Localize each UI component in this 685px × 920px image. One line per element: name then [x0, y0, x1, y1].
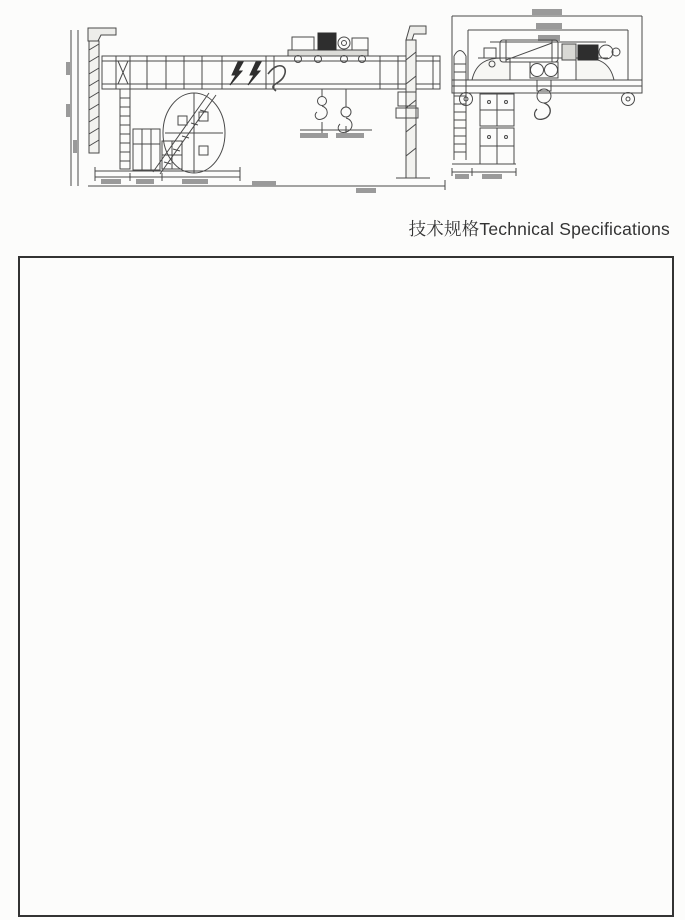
table-row: [19, 838, 673, 858]
table-row: [19, 858, 673, 892]
table-row: [19, 763, 673, 783]
crane-side-view: [66, 26, 445, 193]
table-row: [19, 892, 673, 916]
high-voltage-icon: [230, 62, 243, 85]
table-row: [19, 441, 673, 475]
table-row: [19, 603, 673, 623]
table-row: [19, 335, 673, 358]
page-title: 技术规格Technical Specifications: [408, 219, 670, 239]
table-row: [19, 475, 673, 523]
table-row: [19, 381, 673, 401]
table-row: [19, 703, 673, 723]
crane-drawing-area: [0, 0, 685, 214]
table-row: [19, 421, 673, 441]
crane-end-view: [452, 9, 642, 179]
table-row: [19, 743, 673, 763]
table-row: [19, 783, 673, 803]
table-row: [19, 623, 673, 643]
spec-table-body: [19, 257, 673, 916]
table-row: [19, 803, 673, 838]
table-row: [19, 543, 673, 563]
main-hook-icon: [315, 89, 327, 119]
crane-drawing: [0, 0, 685, 214]
table-row: [19, 563, 673, 583]
table-row: [19, 286, 673, 315]
table-row: [19, 663, 673, 683]
table-row: [19, 583, 673, 603]
aux-hook-icon: [338, 89, 352, 132]
table-row: [19, 523, 673, 543]
table-row: [19, 257, 673, 286]
table-row: [19, 643, 673, 663]
high-voltage-icon: [248, 62, 261, 85]
table-row: [19, 358, 673, 381]
table-row: [19, 401, 673, 421]
hook-block-icon: [530, 62, 558, 119]
table-row: [19, 683, 673, 703]
table-row: [19, 315, 673, 335]
spec-table: [18, 256, 674, 917]
table-row: [19, 723, 673, 743]
